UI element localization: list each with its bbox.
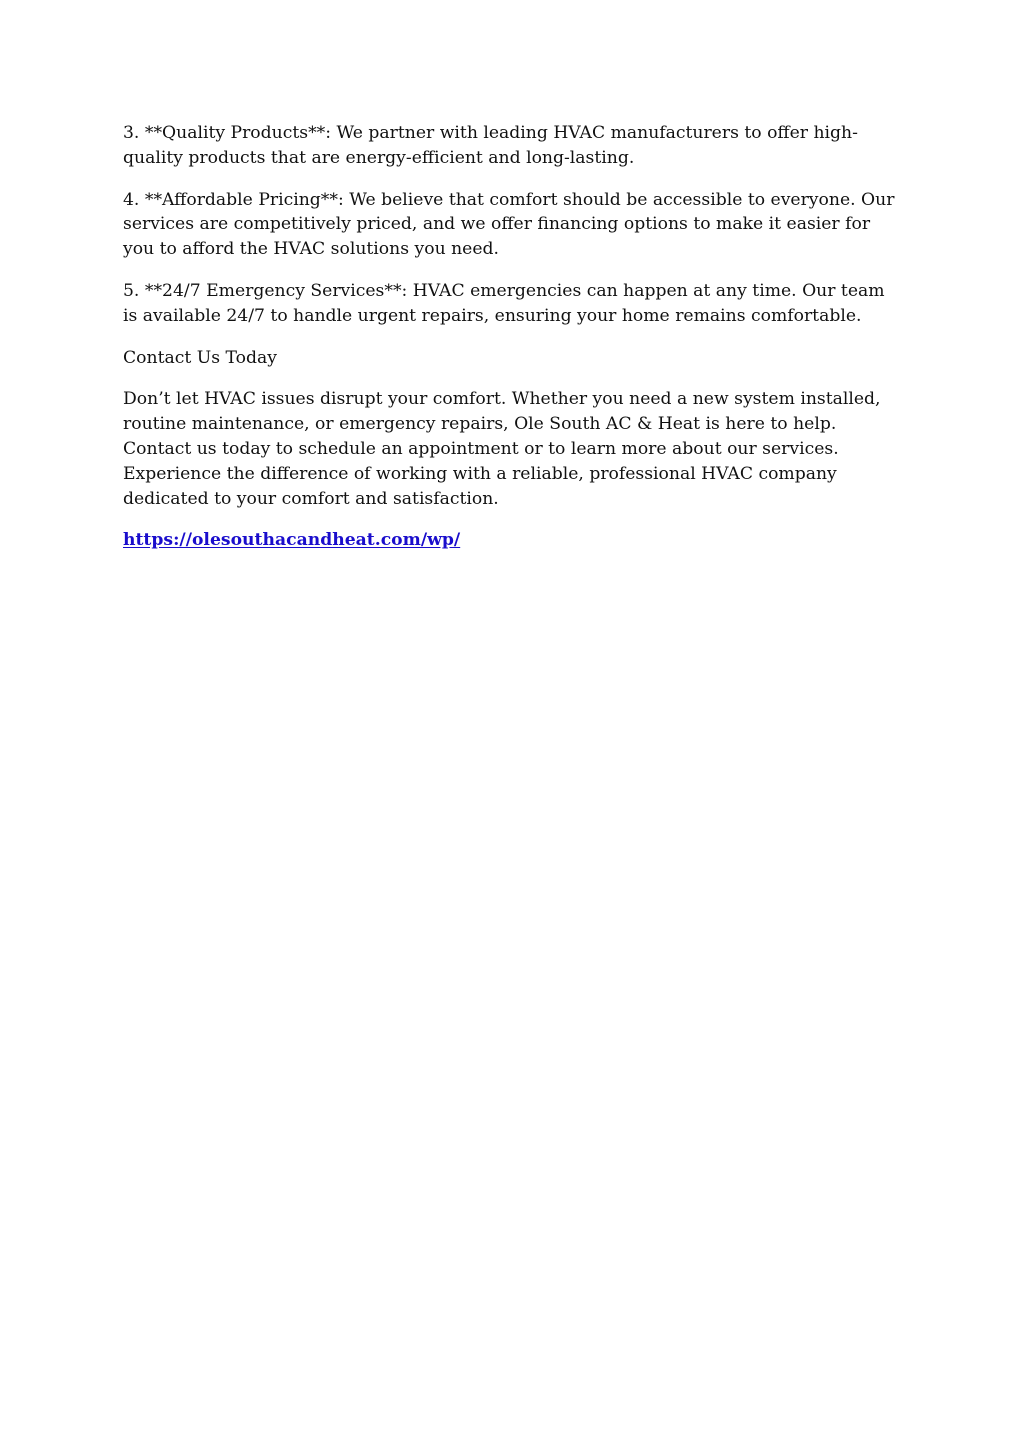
paragraph-contact-body: Don’t let HVAC issues disrupt your comfort. Whether you need a new system installed, routine maintenance, or emergency repairs, Ole South AC & Heat is here to help. Contact us today to schedule an appointment or to learn more about our services. Experience the difference of working with a reliable, professional HVAC company dedicated to your comfort and satisfaction.: [123, 389, 881, 509]
document-page: [123, 121, 901, 570]
paragraph-affordable-pricing: 4. **Affordable Pricing**: We believe that comfort should be accessible to everyone. Our services are competitively priced, and we offer financing options to make it easier for you to afford the HVAC solutions you need.: [123, 189, 895, 260]
contact-heading: Contact Us Today: [123, 347, 277, 368]
paragraph-emergency-services: 5. **24/7 Emergency Services**: HVAC emergencies can happen at any time. Our team is available 24/7 to handle urgent repairs, ensuring your home remains comfortable.: [123, 280, 885, 326]
paragraph-quality-products: 3. **Quality Products**: We partner with leading HVAC manufacturers to offer high-quality products that are energy-efficient and long-lasting.: [123, 123, 858, 168]
website-link[interactable]: https://olesouthacandheat.com/wp/: [123, 530, 461, 551]
link-paragraph: [123, 528, 901, 553]
